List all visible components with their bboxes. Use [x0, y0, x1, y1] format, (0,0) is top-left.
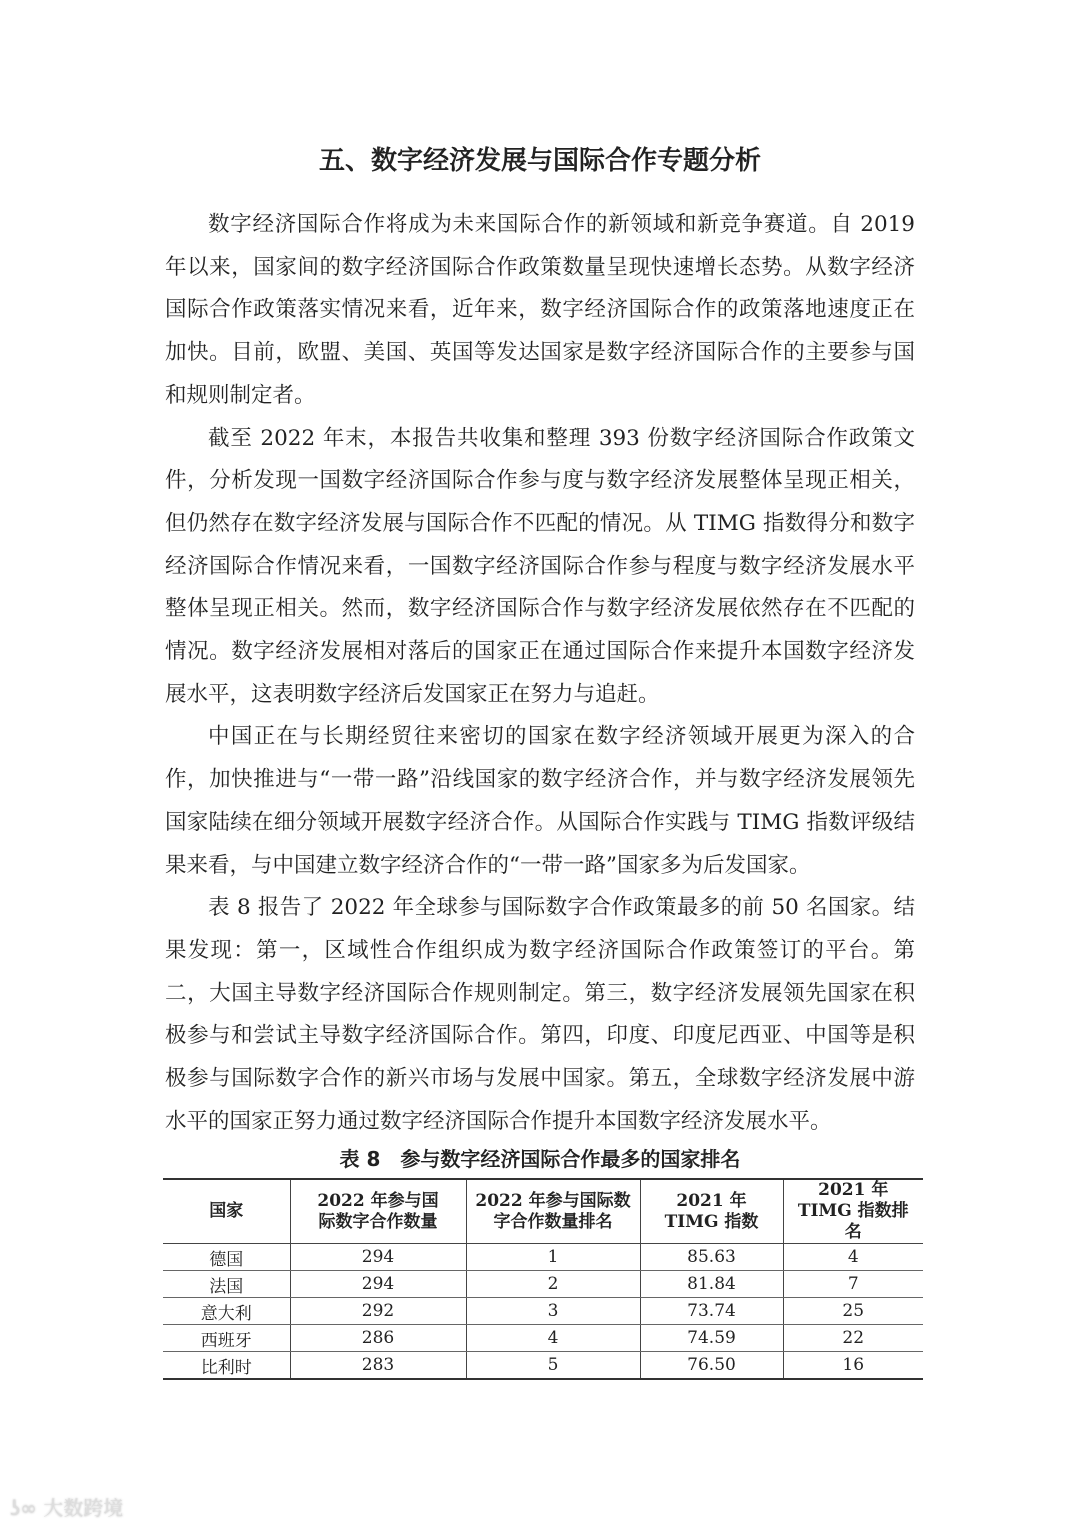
header-timg-rank: 2021 年 TIMG 指数排名	[783, 1179, 923, 1244]
table-cell: 22	[783, 1325, 923, 1352]
table-cell: 3	[466, 1298, 640, 1325]
table-row	[163, 1298, 923, 1325]
watermark-logo: ʖ∞ 大数跨境	[10, 1496, 124, 1520]
body-text	[165, 204, 915, 1143]
paragraph: 表 8 报告了 2022 年全球参与国际数字合作政策最多的前 50 名国家。结果发现：第一，区域性合作组织成为数字经济国际合作政策签订的平台。第二，大国主导数字经济国际合作规则制定。第三，数字经济发展领先国家在积极参与和尝试主导数字经济国际合作。第四，印度、印度尼西亚、中国等是积极参与国际数字合作的新兴市场与发展中国家。第五，全球数字经济发展中游水平的国家正努力通过数字经济国际合作提升本国数字经济发展水平。	[165, 895, 915, 1134]
header-timg-index: 2021 年 TIMG 指数	[640, 1179, 783, 1244]
table-row	[163, 1271, 923, 1298]
table-row	[163, 1325, 923, 1352]
table-cell: 4	[783, 1244, 923, 1271]
table-caption: 表 8 参与数字经济国际合作最多的国家排名	[339, 1147, 741, 1171]
country-ranking-table	[163, 1178, 923, 1380]
header-country: 国家	[209, 1201, 244, 1221]
section-title: 五、数字经济发展与国际合作专题分析	[318, 146, 761, 176]
table-cell: 286	[290, 1325, 466, 1352]
table-cell: 意大利	[163, 1298, 290, 1325]
table-cell: 76.50	[640, 1352, 783, 1380]
paragraph: 截至 2022 年末，本报告共收集和整理 393 份数字经济国际合作政策文件，分析发现一国数字经济国际合作参与度与数字经济发展整体呈现正相关，但仍然存在数字经济发展与国际合作不匹配的情况。从 TIMG 指数得分和数字经济国际合作情况来看，一国数字经济国际合作参与程度与数字经济发展水平整体呈现正相关。然而，数字经济国际合作与数字经济发展依然存在不匹配的情况。数字经济发展相对落后的国家正在通过国际合作来提升本国数字经济发展水平，这表明数字经济后发国家正在努力与追赶。	[165, 425, 915, 707]
table-cell: 85.63	[640, 1244, 783, 1271]
table-cell: 2	[466, 1271, 640, 1298]
table-cell: 294	[290, 1271, 466, 1298]
paragraph: 数字经济国际合作将成为未来国际合作的新领域和新竞争赛道。自 2019 年以来，国家间的数字经济国际合作政策数量呈现快速增长态势。从数字经济国际合作政策落实情况来看，近年来，数字经济国际合作的政策落地速度正在加快。目前，欧盟、美国、英国等发达国家是数字经济国际合作的主要参与国和规则制定者。	[165, 212, 915, 408]
table-cell: 25	[783, 1298, 923, 1325]
table-cell: 5	[466, 1352, 640, 1380]
table-cell: 294	[290, 1244, 466, 1271]
table-cell: 1	[466, 1244, 640, 1271]
table-cell: 292	[290, 1298, 466, 1325]
table-cell: 比利时	[163, 1352, 290, 1380]
table-cell: 西班牙	[163, 1325, 290, 1352]
table-cell: 16	[783, 1352, 923, 1380]
table-cell: 283	[290, 1352, 466, 1380]
table-cell: 德国	[163, 1244, 290, 1271]
header-coop-rank: 2022 年参与国际数字合作数量排名	[466, 1179, 640, 1244]
table-cell: 法国	[163, 1271, 290, 1298]
table-cell: 73.74	[640, 1298, 783, 1325]
table-row	[163, 1244, 923, 1271]
table-row	[163, 1352, 923, 1380]
table-cell: 81.84	[640, 1271, 783, 1298]
paragraph: 中国正在与长期经贸往来密切的国家在数字经济领域开展更为深入的合作，加快推进与“一带一路”沿线国家的数字经济合作，并与数字经济发展领先国家陆续在细分领域开展数字经济合作。从国际合作实践与 TIMG 指数评级结果来看，与中国建立数字经济合作的“一带一路”国家多为后发国家。	[165, 724, 915, 878]
table-cell: 7	[783, 1271, 923, 1298]
table-cell: 4	[466, 1325, 640, 1352]
header-coop-count: 2022 年参与国际数字合作数量	[290, 1179, 466, 1244]
table-header-row	[163, 1179, 923, 1244]
table-cell: 74.59	[640, 1325, 783, 1352]
